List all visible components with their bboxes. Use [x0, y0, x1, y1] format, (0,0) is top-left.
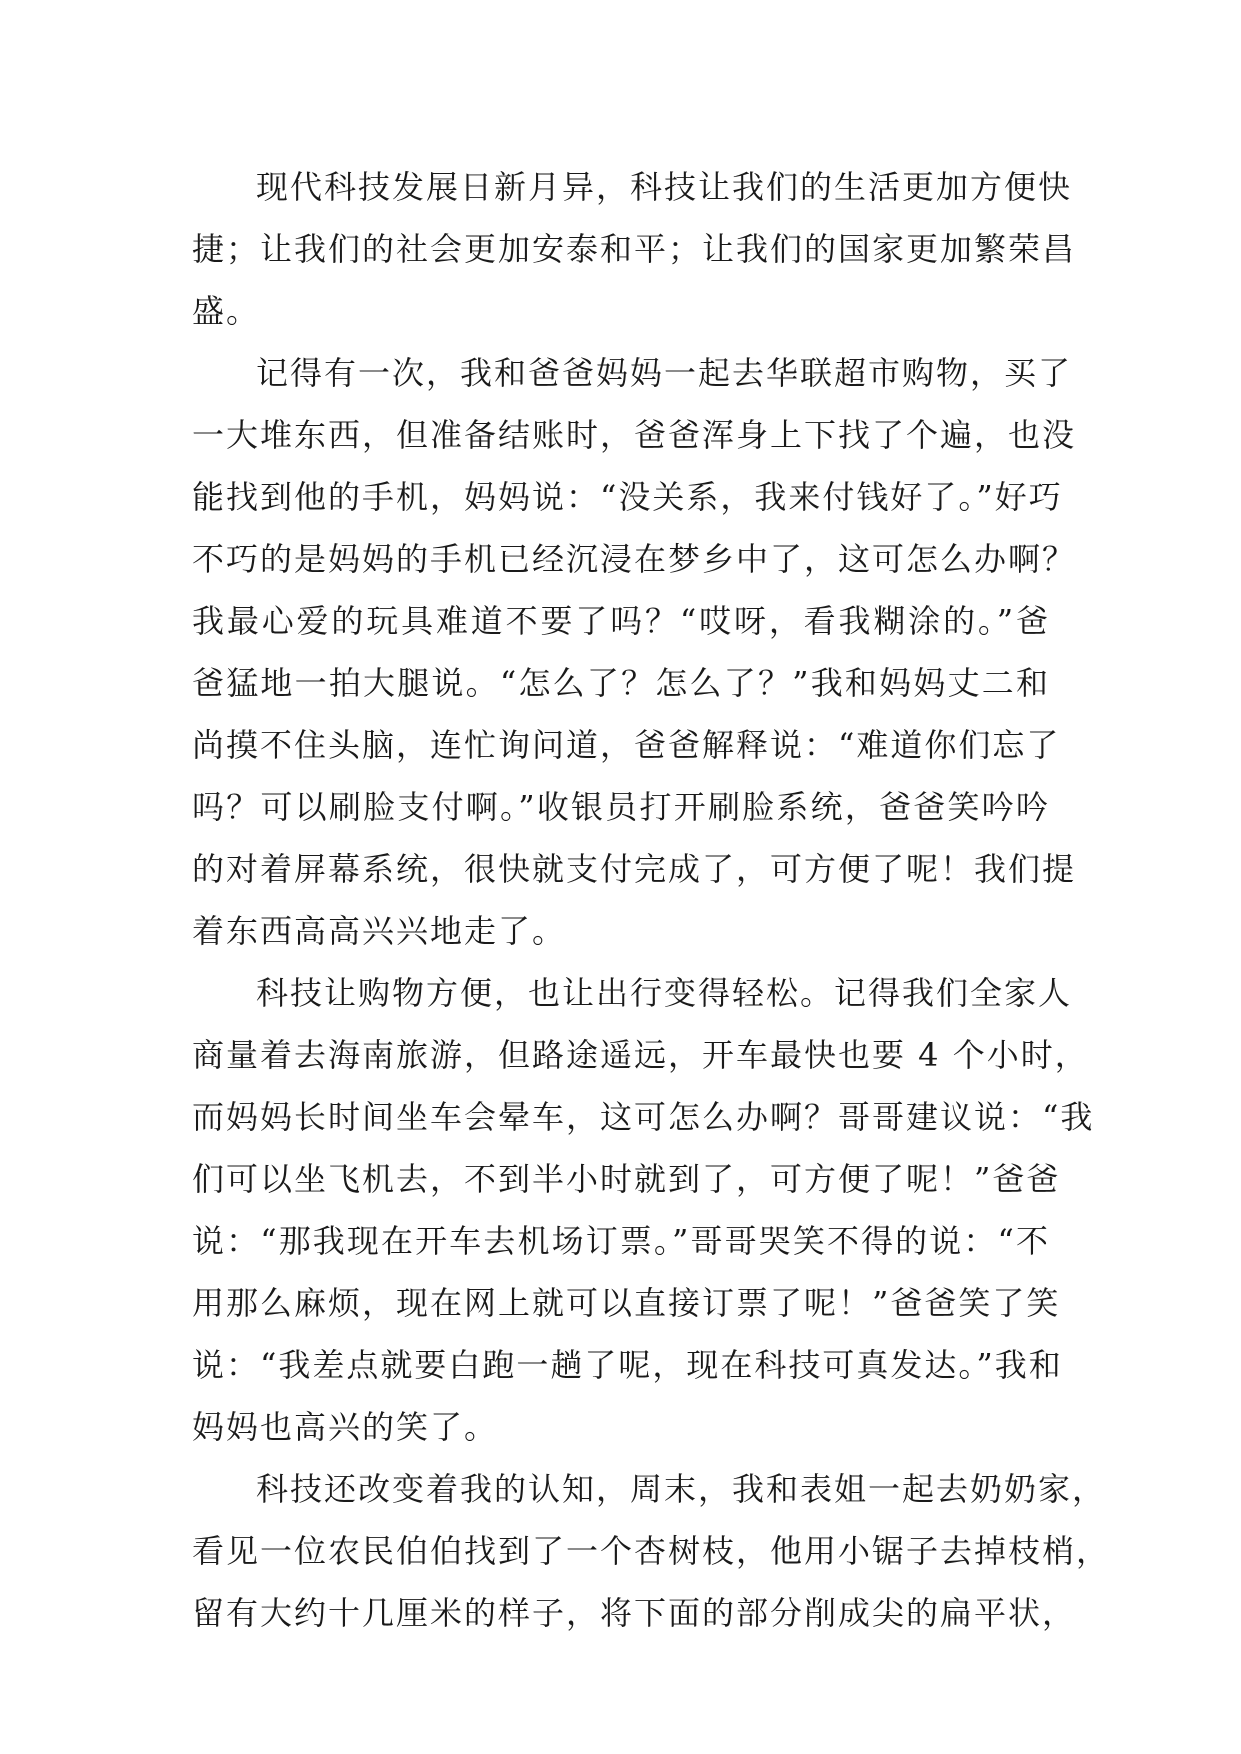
paragraph-4 — [192, 1458, 1111, 1644]
text-line: 用那么麻烦，现在网上就可以直接订票了呢！”爸爸笑了笑 — [192, 1284, 1061, 1322]
text-line: 盛。 — [192, 292, 261, 330]
paragraph-2 — [192, 342, 1077, 962]
text-line: 说：“我差点就要白跑一趟了呢，现在科技可真发达。”我和 — [192, 1346, 1063, 1384]
text-line: 看见一位农民伯伯找到了一个杏树枝，他用小锯子去掉枝梢， — [192, 1532, 1111, 1570]
text-line: 说：“那我现在开车去机场订票。”哥哥哭笑不得的说：“不 — [192, 1222, 1050, 1260]
text-line: 尚摸不住头脑，连忙询问道，爸爸解释说：“难道你们忘了 — [192, 726, 1061, 764]
text-line: 科技让购物方便，也让出行变得轻松。记得我们全家人 — [256, 974, 1073, 1012]
text-line: 商量着去海南旅游，但路途遥远，开车最快也要 4 个小时， — [192, 1036, 1089, 1074]
text-line: 能找到他的手机，妈妈说：“没关系，我来付钱好了。”好巧 — [192, 478, 1063, 516]
essay-body — [192, 156, 1111, 1644]
text-line: 捷；让我们的社会更加安泰和平；让我们的国家更加繁荣昌 — [192, 230, 1077, 268]
text-line: 妈妈也高兴的笑了。 — [192, 1408, 499, 1446]
text-line: 着东西高高兴兴地走了。 — [192, 912, 567, 950]
text-line: 现代科技发展日新月异，科技让我们的生活更加方便快 — [256, 168, 1073, 206]
text-line: 记得有一次，我和爸爸妈妈一起去华联超市购物，买了 — [256, 354, 1073, 392]
paragraph-1 — [192, 156, 1077, 342]
text-line: 不巧的是妈妈的手机已经沉浸在梦乡中了，这可怎么办啊？ — [192, 540, 1077, 578]
text-line: 爸猛地一拍大腿说。“怎么了？怎么了？”我和妈妈丈二和 — [192, 664, 1050, 702]
text-line: 科技还改变着我的认知，周末，我和表姐一起去奶奶家， — [256, 1470, 1107, 1508]
text-line: 留有大约十几厘米的样子，将下面的部分削成尖的扁平状， — [192, 1594, 1077, 1632]
text-line: 吗？可以刷脸支付啊。”收银员打开刷脸系统，爸爸笑吟吟 — [192, 788, 1050, 826]
text-line: 一大堆东西，但准备结账时，爸爸浑身上下找了个遍，也没 — [192, 416, 1077, 454]
text-line: 的对着屏幕系统，很快就支付完成了，可方便了呢！我们提 — [192, 850, 1077, 888]
text-line: 们可以坐飞机去，不到半小时就到了，可方便了呢！”爸爸 — [192, 1160, 1061, 1198]
text-line: 而妈妈长时间坐车会晕车，这可怎么办啊？哥哥建议说：“我 — [192, 1098, 1095, 1136]
text-line: 我最心爱的玩具难道不要了吗？“哎呀，看我糊涂的。”爸 — [192, 602, 1050, 640]
paragraph-3 — [192, 962, 1095, 1458]
